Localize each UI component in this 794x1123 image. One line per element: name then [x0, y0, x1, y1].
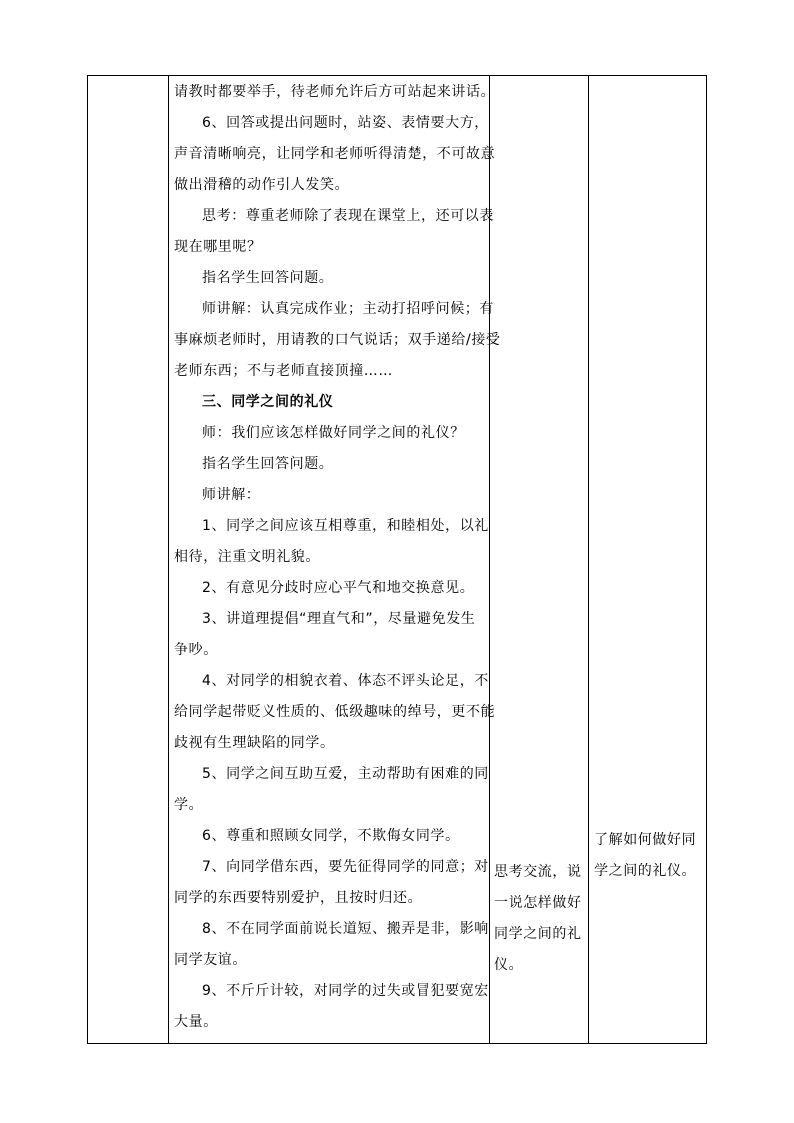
content-line: 给同学起带贬义性质的、低级趣味的绰号，更不能 — [174, 704, 496, 720]
content-line: 请教时都要举手，待老师允许后方可站起来讲话。 — [174, 84, 496, 100]
content-line: 2、有意见分歧时应心平气和地交换意见。 — [202, 580, 475, 596]
content-line: 歧视有生理缺陷的同学。 — [174, 735, 335, 751]
content-line: 相待，注重文明礼貌。 — [174, 549, 320, 565]
activity-line: 仪。 — [494, 957, 524, 973]
content-line: 学。 — [174, 797, 204, 813]
activity-line: 同学之间的礼 — [494, 926, 582, 942]
content-line: 9、不斤斤计较，对同学的过失或冒犯要宽宏 — [202, 983, 489, 999]
section-heading: 三、同学之间的礼仪 — [202, 394, 334, 410]
design-purpose-text — [594, 825, 696, 887]
content-line: 7、向同学借东西，要先征得同学的同意；对 — [202, 859, 489, 875]
purpose-line: 了解如何做好同 — [594, 832, 697, 848]
content-line: 4、对同学的相貌衣着、体态不评头论足，不 — [202, 673, 489, 689]
activity-line: 思考交流，说 — [494, 864, 582, 880]
content-line: 大量。 — [174, 1014, 218, 1030]
student-activity-cell — [489, 76, 588, 1043]
content-line: 6、回答或提出问题时，站姿、表情要大方， — [202, 115, 489, 131]
design-purpose-cell — [588, 76, 707, 1043]
content-line: 思考：尊重老师除了表现在课堂上，还可以表 — [202, 208, 494, 224]
content-line: 1、同学之间应该互相尊重，和睦相处，以礼 — [202, 518, 489, 534]
purpose-line: 学之间的礼仪。 — [594, 863, 697, 879]
content-line: 做出滑稽的动作引人发笑。 — [174, 177, 350, 193]
content-line: 3、讲道理提倡“理直气和”，尽量避免发生 — [202, 611, 476, 627]
stage-cell — [88, 76, 168, 1043]
content-line: 同学友谊。 — [174, 952, 247, 968]
content-line: 8、不在同学面前说长道短、搬弄是非，影响 — [202, 921, 489, 937]
student-activity-text — [494, 857, 582, 981]
content-line: 老师东西；不与老师直接顶撞…… — [174, 363, 393, 379]
content-line: 指名学生回答问题。 — [202, 456, 334, 472]
content-line: 6、尊重和照顾女同学，不欺侮女同学。 — [202, 828, 460, 844]
lesson-plan-table — [87, 75, 707, 1044]
content-line: 同学的东西要特别爱护，且按时归还。 — [174, 890, 423, 906]
content-line: 争吵。 — [174, 642, 218, 658]
content-line: 事麻烦老师时，用请教的口气说话；双手递给/接受 — [174, 332, 501, 348]
content-line: 师讲解： — [202, 487, 261, 503]
content-line: 指名学生回答问题。 — [202, 270, 334, 286]
content-line: 声音清晰响亮，让同学和老师听得清楚，不可故意 — [174, 146, 496, 162]
content-line: 师：我们应该怎样做好同学之间的礼仪？ — [202, 425, 465, 441]
teaching-content-cell — [168, 76, 501, 1043]
content-line: 师讲解：认真完成作业；主动打招呼问候；有 — [202, 301, 494, 317]
content-line: 5、同学之间互助互爱，主动帮助有困难的同 — [202, 766, 489, 782]
activity-line: 一说怎样做好 — [494, 895, 582, 911]
content-line: 现在哪里呢？ — [174, 239, 262, 255]
